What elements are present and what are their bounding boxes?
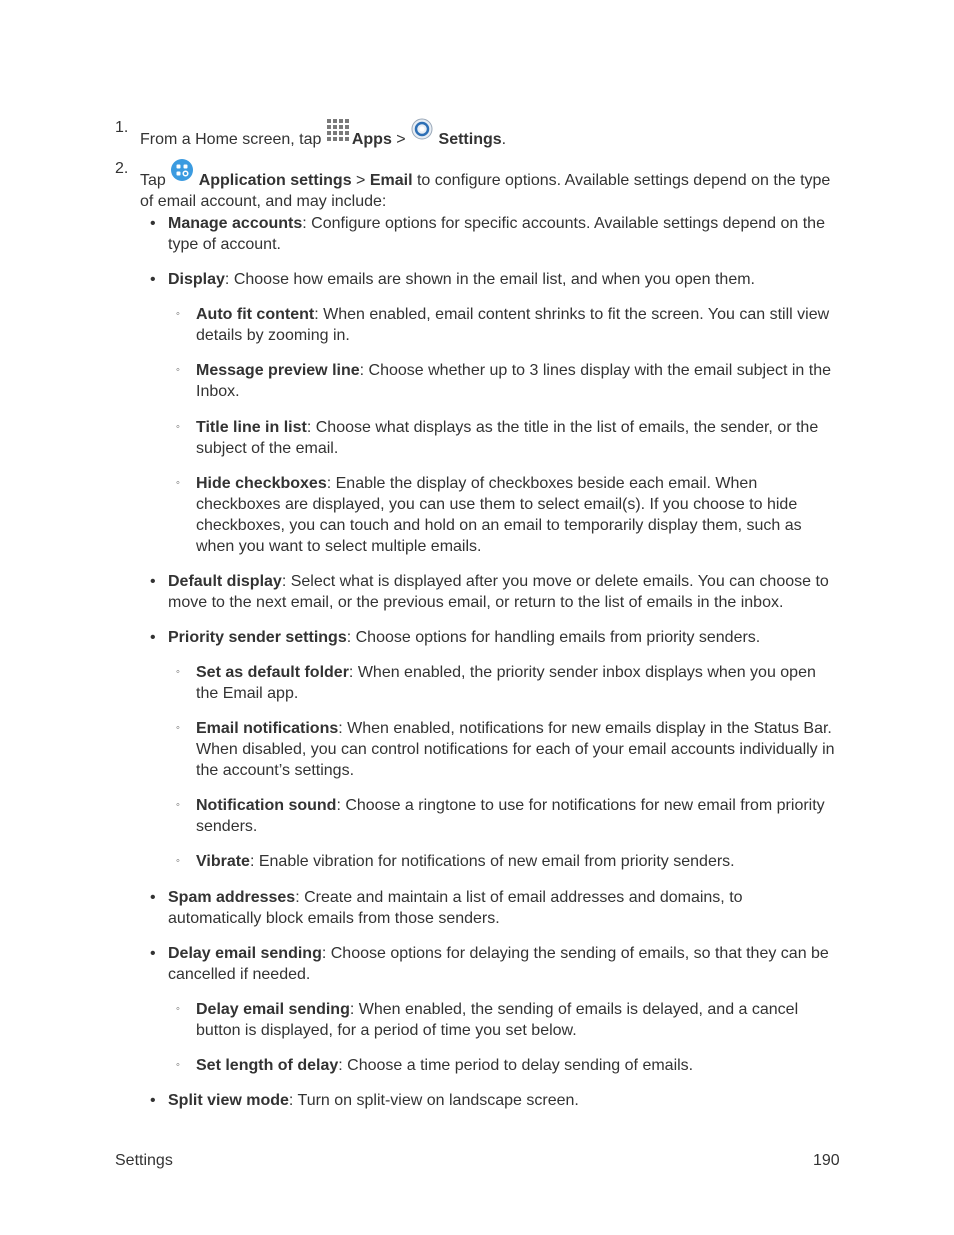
item-description: : When enabled, email content shrinks to fit the screen. You can still view details by zooming in.	[196, 306, 830, 344]
item-term: Set as default folder	[196, 664, 349, 681]
item-term: Message preview line	[196, 362, 360, 379]
item-term: Email notifications	[196, 720, 339, 737]
item-term: Vibrate	[196, 853, 250, 870]
bullet: •	[150, 271, 156, 288]
item-description: : Choose a time period to delay sending of emails.	[338, 1057, 694, 1074]
footer-section-name: Settings	[115, 1152, 173, 1169]
item-description: : Enable the display of checkboxes beside each email. When checkboxes are displayed, you can use them to select email(s). If you choose to hide checkboxes, you can touch and hold on an email to temporarily display them, such as when you want to select multiple emails.	[196, 475, 802, 555]
item-description: : When enabled, notifications for new emails display in the Status Bar. When disabled, you can control notifications for each of your email accounts individually in the account’s settings.	[196, 720, 835, 779]
sub-bullet: ◦	[176, 308, 180, 320]
item-description: : Choose whether up to 3 lines display with the email subject in the Inbox.	[196, 362, 832, 400]
item-term: Delay email sending	[196, 1001, 350, 1018]
item-description: : Create and maintain a list of email addresses and domains, to automatically block emails from those senders.	[168, 889, 743, 927]
item-term: Set length of delay	[196, 1057, 339, 1074]
step-text: Tap Application settings > Email to configure options. Available settings depend on the type of email account, and may include:	[140, 158, 845, 212]
sub-bullet: ◦	[176, 799, 180, 811]
step-number: 2.	[115, 160, 129, 177]
apps-grid-icon	[326, 118, 352, 142]
bullet: •	[150, 573, 156, 590]
settings-gear-icon	[410, 117, 434, 141]
sub-bullet: ◦	[176, 364, 180, 376]
step-text: From a Home screen, tap Apps > Settings.	[140, 117, 845, 150]
step-number: 1.	[115, 119, 129, 136]
bullet: •	[150, 629, 156, 646]
item-term: Hide checkboxes	[196, 475, 327, 492]
item-term: Title line in list	[196, 419, 307, 436]
item-description: : Turn on split-view on landscape screen.	[288, 1092, 579, 1109]
item-description: : Configure options for specific accounts. Available settings depend on the type of account.	[168, 215, 825, 253]
item-description: : Choose options for delaying the sending of emails, so that they can be cancelled if needed.	[168, 945, 829, 983]
bullet: •	[150, 215, 156, 232]
application-settings-icon	[170, 158, 194, 182]
sub-bullet: ◦	[176, 1059, 180, 1071]
item-description: : Choose what displays as the title in the list of emails, the sender, or the subject of the email.	[196, 419, 819, 457]
apps-label: Apps	[351, 131, 392, 148]
sub-bullet: ◦	[176, 855, 180, 867]
application-settings-label: Application settings	[198, 172, 352, 189]
item-term: Auto fit content	[196, 306, 315, 323]
email-label: Email	[369, 172, 413, 189]
bullet: •	[150, 1092, 156, 1109]
item-description: : Enable vibration for notifications of new email from priority senders.	[249, 853, 735, 870]
bullet: •	[150, 889, 156, 906]
page-number: 190	[813, 1152, 840, 1169]
item-description: : When enabled, the priority sender inbox displays when you open the Email app.	[196, 664, 816, 702]
bullet: •	[150, 945, 156, 962]
sub-bullet: ◦	[176, 666, 180, 678]
sub-bullet: ◦	[176, 1003, 180, 1015]
item-description: : Choose a ringtone to use for notifications for new email from priority senders.	[196, 797, 825, 835]
sub-bullet: ◦	[176, 421, 180, 433]
item-term: Spam addresses	[168, 889, 296, 906]
item-term: Manage accounts	[168, 215, 303, 232]
settings-label: Settings	[438, 131, 502, 148]
item-term: Notification sound	[196, 797, 337, 814]
item-description: : Choose how emails are shown in the email list, and when you open them.	[224, 271, 755, 288]
item-term: Split view mode	[168, 1092, 289, 1109]
item-description: : Select what is displayed after you move or delete emails. You can choose to move to the next email, or the previous email, or return to the list of emails in the inbox.	[168, 573, 829, 611]
sub-bullet: ◦	[176, 477, 180, 489]
item-term: Default display	[168, 573, 282, 590]
sub-bullet: ◦	[176, 722, 180, 734]
item-description: : When enabled, the sending of emails is delayed, and a cancel button is displayed, for a period of time you set below.	[196, 1001, 799, 1039]
item-term: Delay email sending	[168, 945, 322, 962]
item-term: Priority sender settings	[168, 629, 347, 646]
item-description: : Choose options for handling emails from priority senders.	[346, 629, 761, 646]
item-term: Display	[168, 271, 225, 288]
